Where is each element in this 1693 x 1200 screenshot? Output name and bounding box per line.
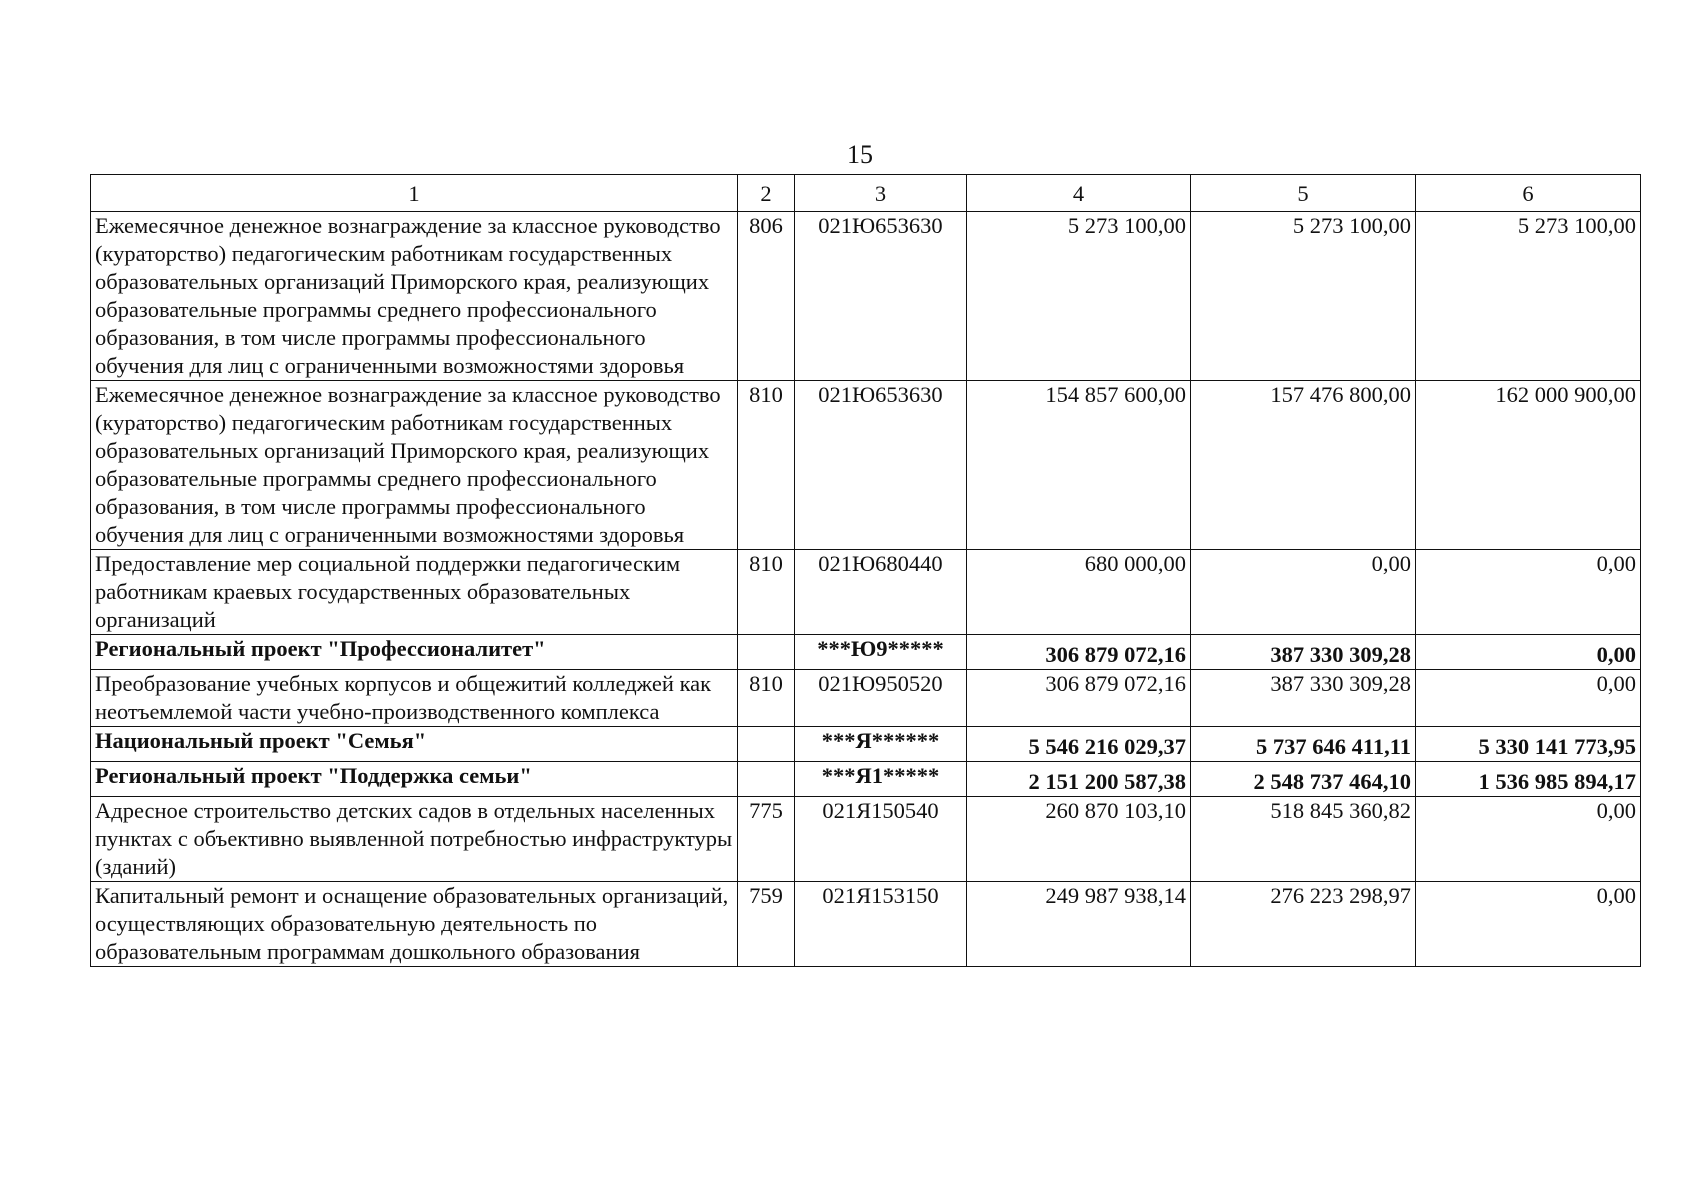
row-amount-col5: 518 845 360,82 [1191,797,1416,882]
row-name: Региональный проект "Профессионалитет" [91,635,738,670]
row-gr-code [738,762,795,797]
row-amount-col5: 387 330 309,28 [1191,635,1416,670]
row-amount-col4: 249 987 938,14 [967,882,1191,967]
row-amount-col4: 306 879 072,16 [967,670,1191,727]
row-name: Предоставление мер социальной поддержки педагогическим работникам краевых государственных образовательных организаций [91,550,738,635]
row-gr-code: 759 [738,882,795,967]
column-header-2: 2 [738,175,795,212]
page-number: 15 [847,140,873,169]
row-target-code: 021Ю653630 [795,212,967,381]
row-amount-col6: 5 273 100,00 [1416,212,1641,381]
row-gr-code [738,727,795,762]
row-gr-code: 775 [738,797,795,882]
row-name: Адресное строительство детских садов в отдельных населенных пунктах с объективно выявленной потребностью инфраструктуры (зданий) [91,797,738,882]
table-row [91,550,1641,635]
row-amount-col5: 387 330 309,28 [1191,670,1416,727]
row-amount-col6: 0,00 [1416,550,1641,635]
table-row [91,797,1641,882]
row-amount-col6: 5 330 141 773,95 [1416,727,1641,762]
row-gr-code [738,635,795,670]
row-amount-col4: 5 546 216 029,37 [967,727,1191,762]
row-name: Капитальный ремонт и оснащение образовательных организаций, осуществляющих образовательную деятельность по образовательным программам дошкольного образования [91,882,738,967]
row-gr-code: 806 [738,212,795,381]
table-row [91,381,1641,550]
row-gr-code: 810 [738,670,795,727]
row-amount-col5: 0,00 [1191,550,1416,635]
table-body [91,212,1641,967]
table-row-subtotal [91,762,1641,797]
row-target-code: 021Я150540 [795,797,967,882]
row-amount-col4: 306 879 072,16 [967,635,1191,670]
row-name: Национальный проект "Семья" [91,727,738,762]
row-amount-col4: 5 273 100,00 [967,212,1191,381]
row-amount-col5: 2 548 737 464,10 [1191,762,1416,797]
row-target-code: ***Я1***** [795,762,967,797]
budget-table [90,174,1641,967]
row-gr-code: 810 [738,550,795,635]
row-amount-col4: 260 870 103,10 [967,797,1191,882]
row-amount-col4: 2 151 200 587,38 [967,762,1191,797]
row-target-code: 021Ю950520 [795,670,967,727]
row-amount-col4: 154 857 600,00 [967,381,1191,550]
column-header-6: 6 [1416,175,1641,212]
table-row [91,882,1641,967]
row-amount-col5: 5 273 100,00 [1191,212,1416,381]
row-gr-code: 810 [738,381,795,550]
table-header [91,175,1641,212]
row-target-code: ***Я****** [795,727,967,762]
table-row [91,212,1641,381]
row-amount-col6: 0,00 [1416,670,1641,727]
row-target-code: 021Ю680440 [795,550,967,635]
row-target-code: ***Ю9***** [795,635,967,670]
row-name: Преобразование учебных корпусов и общежитий колледжей как неотъемлемой части учебно-производственного комплекса [91,670,738,727]
row-name: Региональный проект "Поддержка семьи" [91,762,738,797]
row-amount-col5: 5 737 646 411,11 [1191,727,1416,762]
table-row [91,670,1641,727]
row-amount-col6: 1 536 985 894,17 [1416,762,1641,797]
header-row [91,175,1641,212]
row-amount-col6: 0,00 [1416,635,1641,670]
row-name: Ежемесячное денежное вознаграждение за классное руководство (кураторство) педагогическим работникам государственных образовательных организаций Приморского края, реализующих образовательные программы среднего профессионального образования, в том числе программы профессионального обучения для лиц с ограниченными возможностями здоровья [91,381,738,550]
row-target-code: 021Ю653630 [795,381,967,550]
row-amount-col6: 0,00 [1416,797,1641,882]
table-row-subtotal [91,635,1641,670]
row-amount-col6: 0,00 [1416,882,1641,967]
row-name: Ежемесячное денежное вознаграждение за классное руководство (кураторство) педагогическим работникам государственных образовательных организаций Приморского края, реализующих образовательные программы среднего профессионального образования, в том числе программы профессионального обучения для лиц с ограниченными возможностями здоровья [91,212,738,381]
row-amount-col4: 680 000,00 [967,550,1191,635]
row-target-code: 021Я153150 [795,882,967,967]
column-header-1: 1 [91,175,738,212]
table-row-subtotal [91,727,1641,762]
row-amount-col5: 276 223 298,97 [1191,882,1416,967]
column-header-3: 3 [795,175,967,212]
column-header-5: 5 [1191,175,1416,212]
column-header-4: 4 [967,175,1191,212]
row-amount-col5: 157 476 800,00 [1191,381,1416,550]
row-amount-col6: 162 000 900,00 [1416,381,1641,550]
